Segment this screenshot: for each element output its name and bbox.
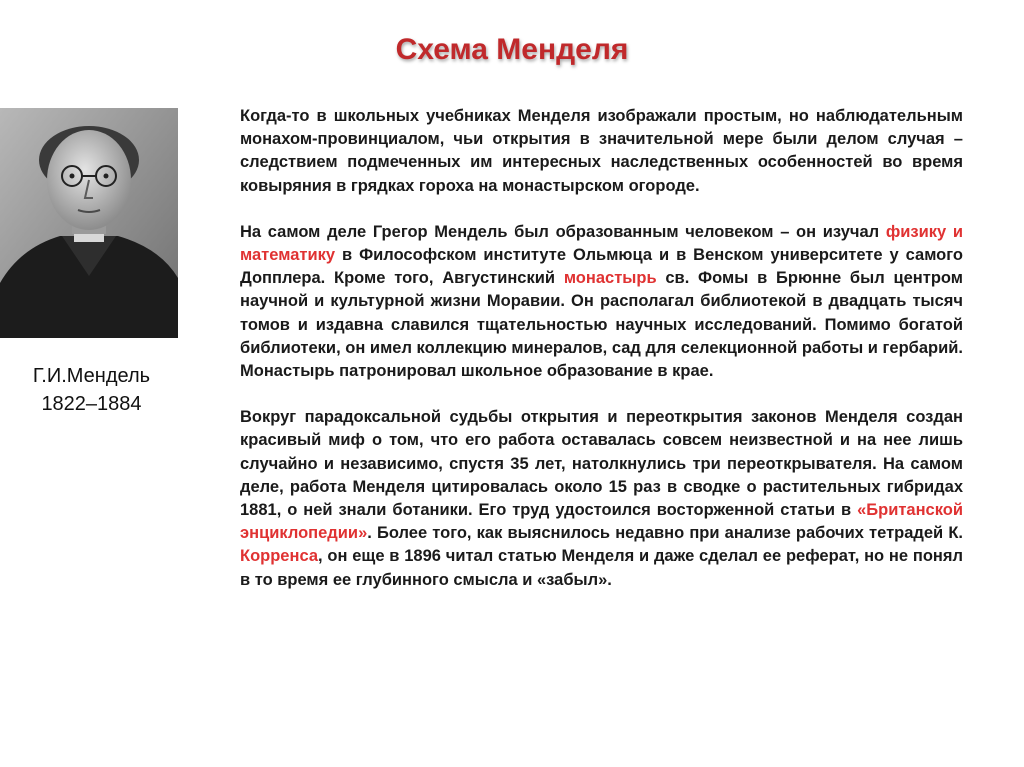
portrait-caption xyxy=(0,362,183,418)
paragraph-3 xyxy=(240,406,963,592)
highlight-monastery[interactable]: монастырь xyxy=(563,269,657,288)
paragraph-2-text-2: в Философском институте Ольмюца и в Венском университете у самого Допплера. Кроме того, Августинский xyxy=(240,246,963,288)
body-text xyxy=(240,105,963,615)
slide-title: Схема Менделя xyxy=(395,33,629,66)
paragraph-1 xyxy=(240,105,963,198)
paragraph-3-text-3: , он еще в 1896 читал статью Менделя и даже сделал ее реферат, но не понял в то время ее глубинного смысла и «забыл». xyxy=(240,547,963,589)
paragraph-2 xyxy=(240,221,963,383)
highlight-britannica[interactable]: «Британской энциклопедии» xyxy=(240,501,963,543)
paragraph-2-text-1: На самом деле Грегор Мендель был образованным человеком – он изучал xyxy=(240,222,886,241)
paragraph-3-text-1: Вокруг парадоксальной судьбы открытия и переоткрытия законов Менделя создан красивый миф о том, что его работа оставалась совсем неизвестной и на нее лишь случайно и независимо, спустя 35 лет, натолкнулись три переоткрывателя. На самом деле, работа Менделя цитировалась около 15 раз в сводке о растительных гибридах 1881, о ней знали ботаники. Его труд удостоился восторженной статьи в xyxy=(240,408,963,520)
highlight-correns[interactable]: Корренса xyxy=(240,547,319,566)
paragraph-2-text-3: св. Фомы в Брюнне был центром научной и культурной жизни Моравии. Он располагал библиотекой в двадцать тысяч томов и издавна славился тщательностью научных исследований. Помимо богатой библиотеки, он имел коллекцию минералов, сад для селекционной работы и гербарий. Монастырь патронировал школьное образование в крае. xyxy=(240,269,963,381)
paragraph-3-text-2: . Более того, как выяснилось недавно при анализе рабочих тетрадей К. xyxy=(367,524,963,543)
caption-years: 1822–1884 xyxy=(41,393,142,415)
mendel-portrait xyxy=(0,108,178,338)
portrait-photo-icon xyxy=(0,108,178,338)
caption-name: Г.И.Мендель xyxy=(32,365,151,387)
paragraph-1-text: Когда-то в школьных учебниках Менделя изображали простым, но наблюдательным монахом-провинциалом, чьи открытия в значительной мере были делом случая – следствием подмеченных им интересных наследственных особенностей во время ковыряния в грядках гороха на монастырском огороде. xyxy=(240,107,963,195)
highlight-physics-math[interactable]: физику и математику xyxy=(240,222,963,265)
